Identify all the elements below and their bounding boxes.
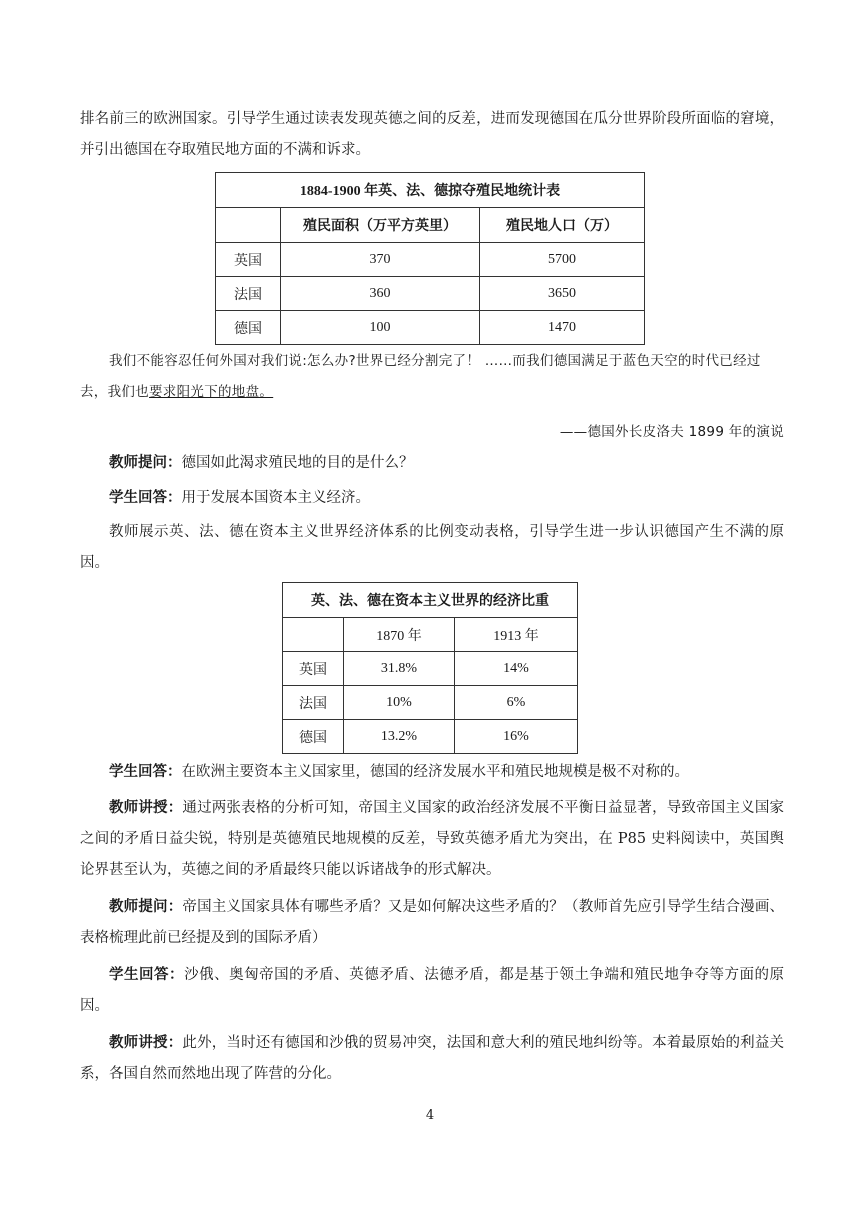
- paragraph-text: 德国如此渴求殖民地的目的是什么？: [181, 455, 414, 471]
- table-cell: 1470: [480, 311, 645, 345]
- table-header-cell: [283, 618, 344, 652]
- student-answer-paragraph: [80, 959, 784, 1022]
- speaker-label: 教师讲授：: [109, 799, 183, 816]
- table-cell: 10%: [344, 686, 455, 720]
- table-header-cell: 殖民面积（万平方英里）: [281, 208, 480, 243]
- table-header-row: [216, 208, 645, 243]
- teacher-lecture-paragraph: [80, 1027, 784, 1090]
- speaker-label: 学生回答：: [109, 966, 185, 983]
- paragraph-text: 在欧洲主要资本主义国家里，德国的经济发展水平和殖民地规模是极不对称的。: [181, 764, 689, 780]
- table-row: [283, 686, 578, 720]
- table-cell: 6%: [455, 686, 578, 720]
- paragraph-text: 通过两张表格的分析可知，帝国主义国家的政治经济发展不平衡日益显著，导致帝国主义国家之间的矛盾日益尖锐，特别是英德殖民地规模的反差，导致英德矛盾尤为突出，在 P85 史料阅读中，英国舆论界甚至认为，英德之间的矛盾最终只能以诉诸战争的形式解决。: [80, 800, 784, 878]
- table-row: [216, 277, 645, 311]
- paragraph-text: 用于发展本国资本主义经济。: [181, 490, 370, 506]
- table-header-row: [283, 618, 578, 652]
- speaker-label: 教师讲授：: [109, 1034, 183, 1051]
- quote-underlined-text: 要求阳光下的地盘。: [149, 384, 274, 400]
- table-header-cell: 殖民地人口（万）: [480, 208, 645, 243]
- table-cell: 3650: [480, 277, 645, 311]
- paragraph-text: 沙俄、奥匈帝国的矛盾、英德矛盾、法德矛盾，都是基于领土争端和殖民地争夺等方面的原因。: [80, 967, 785, 1014]
- table-header-cell: [216, 208, 281, 243]
- teacher-question-paragraph: [80, 447, 784, 479]
- table-header-cell: 1913 年: [455, 618, 578, 652]
- table-row: [283, 720, 578, 754]
- table-cell: 31.8%: [344, 652, 455, 686]
- table-cell: 英国: [216, 243, 281, 277]
- colony-statistics-table: [215, 172, 645, 345]
- speaker-label: 教师提问：: [109, 898, 183, 915]
- table-cell: 德国: [283, 720, 344, 754]
- paragraph-text: 此外，当时还有德国和沙俄的贸易冲突，法国和意大利的殖民地纠纷等。本着最原始的利益关系，各国自然而然地出现了阵营的分化。: [80, 1035, 784, 1082]
- table-cell: 100: [281, 311, 480, 345]
- table-row: [216, 243, 645, 277]
- table-cell: 英国: [283, 652, 344, 686]
- quote-text: 我们不能容忍任何外国对我们说:怎么办?世界已经分割完了！ ……而我们德国满足于蓝色天空的时代已经过去，我们也: [80, 353, 761, 400]
- teacher-lecture-paragraph: [80, 792, 784, 886]
- student-answer-paragraph: [80, 482, 784, 514]
- table-cell: 370: [281, 243, 480, 277]
- table-caption: 1884-1900 年英、法、德掠夺殖民地统计表: [216, 173, 645, 208]
- teacher-display-paragraph: 教师展示英、法、德在资本主义世界经济体系的比例变动表格，引导学生进一步认识德国产生不满的原因。: [80, 524, 784, 571]
- teacher-question-paragraph: [80, 891, 784, 954]
- speaker-label: 教师提问：: [109, 454, 182, 471]
- intro-paragraph: 排名前三的欧洲国家。引导学生通过读表发现英德之间的反差，进而发现德国在瓜分世界阶段所面临的窘境，并引出德国在夺取殖民地方面的不满和诉求。: [80, 111, 784, 158]
- table-cell: 14%: [455, 652, 578, 686]
- table-header-cell: 1870 年: [344, 618, 455, 652]
- table-cell: 360: [281, 277, 480, 311]
- economic-share-table: [282, 582, 578, 754]
- student-answer-paragraph: [80, 756, 784, 788]
- table-row: [283, 652, 578, 686]
- table-cell: 5700: [480, 243, 645, 277]
- speaker-label: 学生回答：: [109, 489, 182, 506]
- table-row: [216, 311, 645, 345]
- table-cell: 13.2%: [344, 720, 455, 754]
- table-cell: 法国: [216, 277, 281, 311]
- historical-quote: [80, 346, 784, 408]
- table-caption: 英、法、德在资本主义世界的经济比重: [283, 583, 578, 618]
- table-cell: 16%: [455, 720, 578, 754]
- paragraph-text: 帝国主义国家具体有哪些矛盾？又是如何解决这些矛盾的？（教师首先应引导学生结合漫画、表格梳理此前已经提及到的国际矛盾）: [80, 899, 784, 946]
- quote-source: ——德国外长皮洛夫 1899 年的演说: [559, 424, 784, 440]
- table-cell: 德国: [216, 311, 281, 345]
- page-number: 4: [425, 1108, 435, 1123]
- speaker-label: 学生回答：: [109, 763, 182, 780]
- table-cell: 法国: [283, 686, 344, 720]
